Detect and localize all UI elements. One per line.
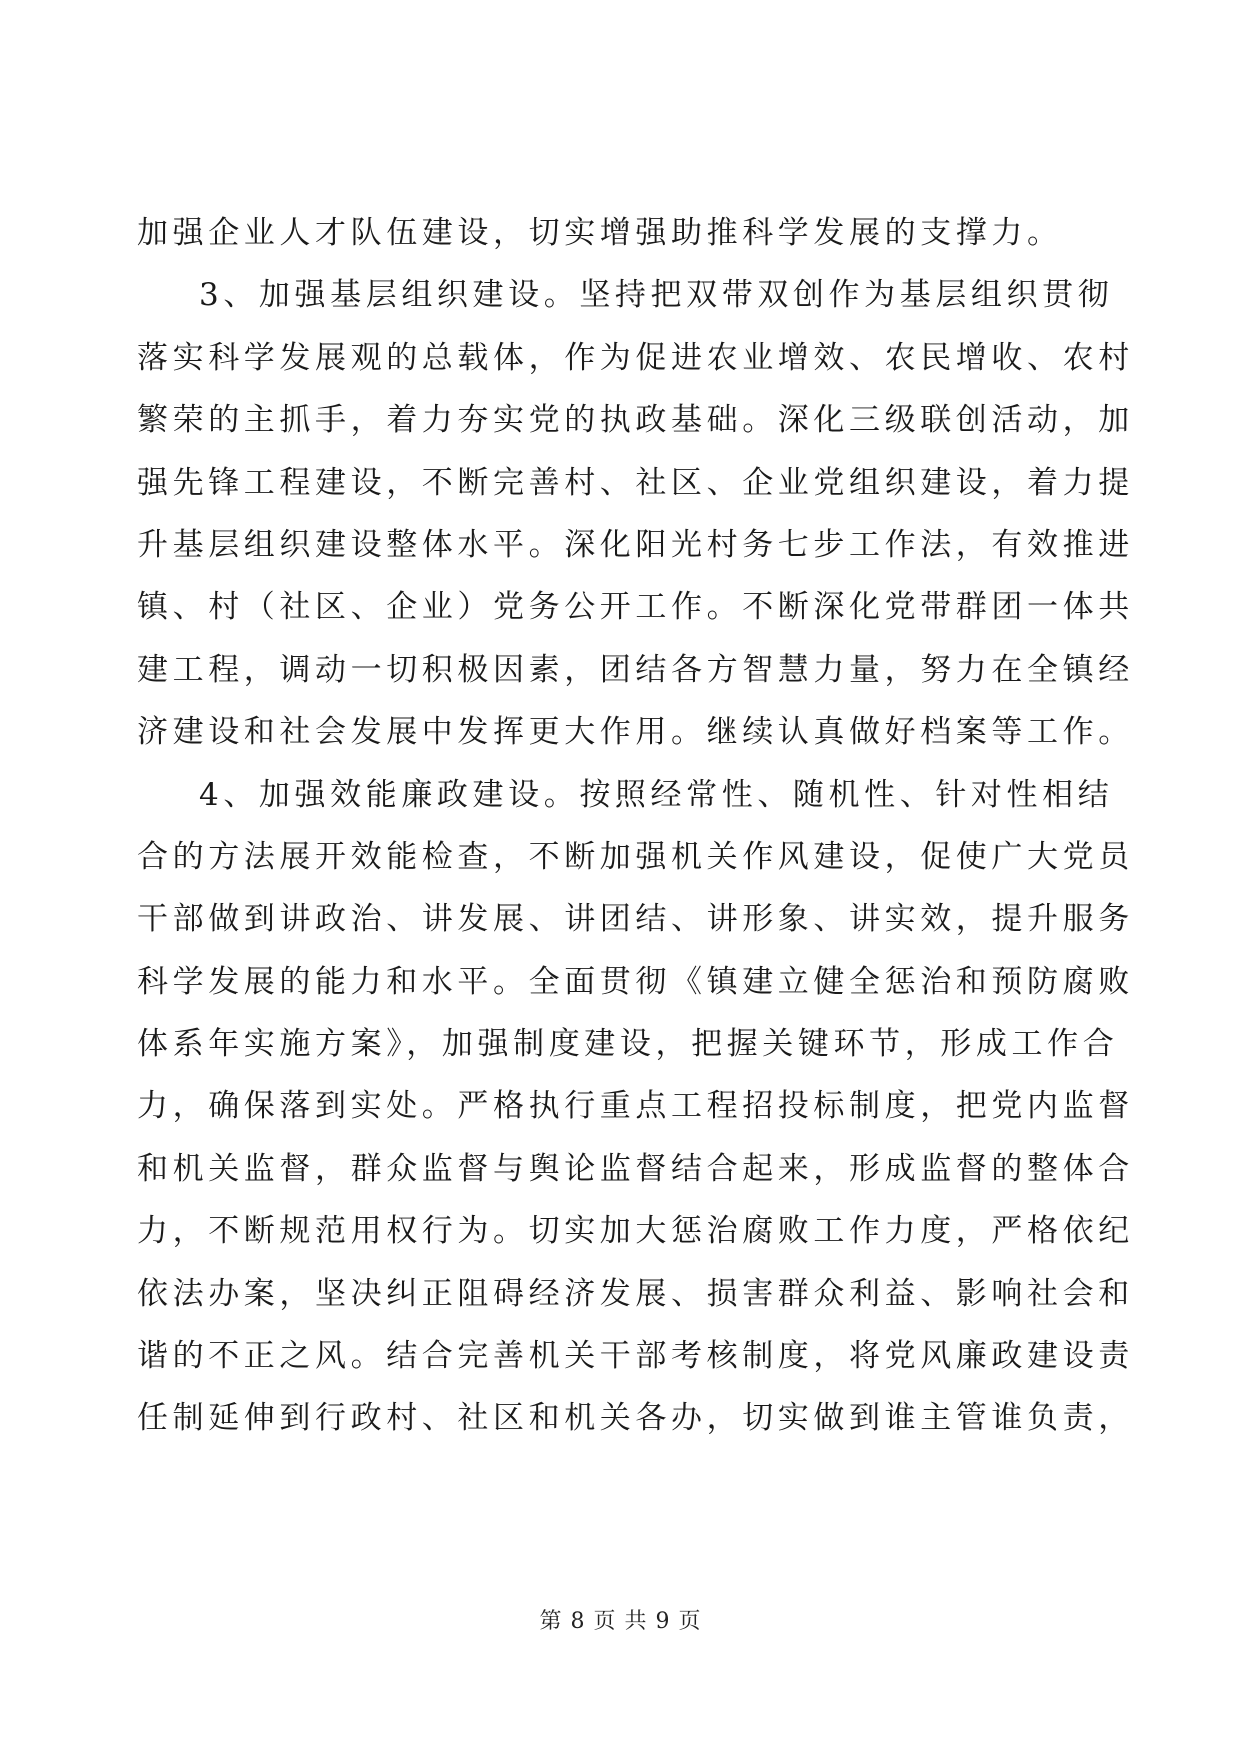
text-line: 和机关监督，群众监督与舆论监督结合起来，形成监督的整体合: [137, 1150, 1134, 1187]
body-paragraph: [137, 202, 1134, 1450]
text-line: 加强企业人才队伍建设，切实增强助推科学发展的支撑力。: [137, 215, 1063, 251]
text-line: 任制延伸到行政村、社区和机关各办，切实做到谁主管谁负责，: [137, 1400, 1134, 1437]
text-line: 4、加强效能廉政建设。按照经常性、随机性、针对性相结: [199, 776, 1114, 813]
text-line: 3、加强基层组织建设。坚持把双带双创作为基层组织贯彻: [199, 277, 1114, 314]
text-line: 升基层组织建设整体水平。深化阳光村务七步工作法，有效推进: [137, 526, 1134, 563]
text-line: 镇、村（社区、企业）党务公开工作。不断深化党带群团一体共: [137, 589, 1134, 626]
text-line: 力，不断规范用权行为。切实加大惩治腐败工作力度，严格依纪: [137, 1213, 1134, 1250]
text-line: 依法办案，坚决纠正阻碍经济发展、损害群众利益、影响社会和: [137, 1275, 1134, 1312]
text-line: 体系年实施方案》，加强制度建设，把握关键环节，形成工作合: [137, 1026, 1119, 1063]
text-line: 建工程，调动一切积极因素，团结各方智慧力量，努力在全镇经: [137, 651, 1134, 688]
text-line: 干部做到讲政治、讲发展、讲团结、讲形象、讲实效，提升服务: [137, 901, 1134, 938]
text-line: 力，确保落到实处。严格执行重点工程招投标制度，把党内监督: [137, 1088, 1134, 1125]
text-line: 落实科学发展观的总载体，作为促进农业增效、农民增收、农村: [137, 339, 1134, 376]
text-line: 谐的不正之风。结合完善机关干部考核制度，将党风廉政建设责: [137, 1338, 1134, 1375]
page-number-label: 第 8 页 共 9 页: [539, 1609, 702, 1634]
text-line: 济建设和社会发展中发挥更大作用。继续认真做好档案等工作。: [137, 714, 1134, 751]
page-footer: [0, 1604, 1241, 1635]
document-body: [137, 202, 1134, 1450]
text-line: 强先锋工程建设，不断完善村、社区、企业党组织建设，着力提: [137, 464, 1134, 501]
text-line: 繁荣的主抓手，着力夯实党的执政基础。深化三级联创活动，加: [137, 402, 1134, 439]
text-line: 科学发展的能力和水平。全面贯彻《镇建立健全惩治和预防腐败: [137, 963, 1134, 1000]
text-line: 合的方法展开效能检查，不断加强机关作风建设，促使广大党员: [137, 838, 1134, 875]
